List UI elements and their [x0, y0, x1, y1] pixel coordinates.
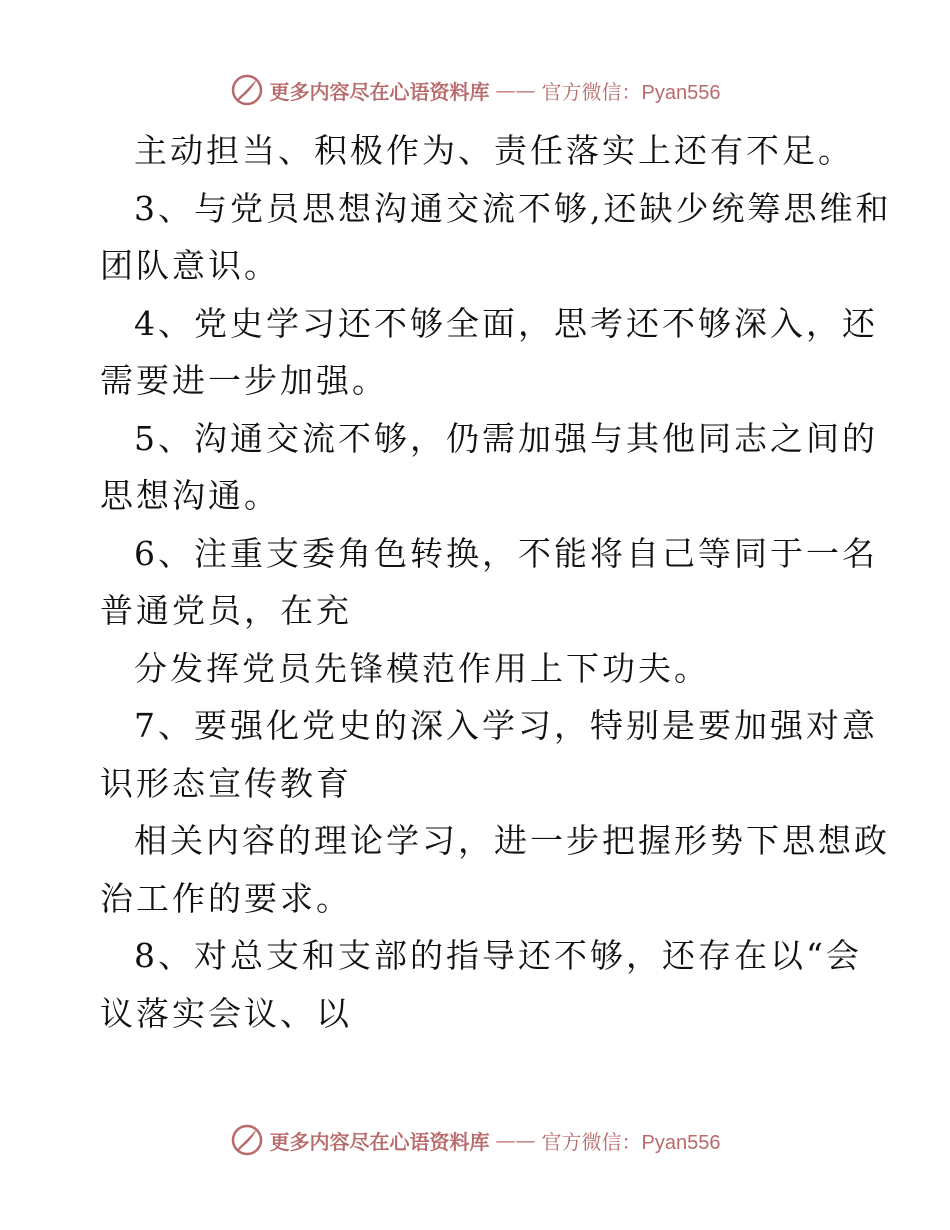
text-line: 5、沟通交流不够，仍需加强与其他同志之间的 — [134, 418, 878, 458]
text-line: 分发挥党员先锋模范作用上下功夫。 — [134, 648, 710, 688]
header-watermark — [0, 70, 950, 110]
text-line: 识形态宣传教育 — [100, 763, 352, 803]
watermark-separator: —— — [495, 78, 536, 102]
text-line: 需要进一步加强。 — [100, 361, 388, 400]
quill-logo-icon — [230, 1123, 264, 1157]
footer-watermark — [0, 1120, 950, 1160]
text-line: 相关内容的理论学习，进一步把握形势下思想政 — [134, 821, 890, 860]
text-line: 7、要强化党史的深入学习，特别是要加强对意 — [134, 706, 878, 745]
text-line: 6、注重支委角色转换，不能将自己等同于一名 — [134, 533, 878, 573]
text-line: 3、与党员思想沟通交流不够,还缺少统筹思维和 — [134, 188, 892, 228]
quill-logo-icon — [230, 73, 264, 107]
text-line: 议落实会议、以 — [100, 993, 352, 1033]
watermark-contact: 官方微信：Pyan556 — [541, 1131, 721, 1154]
text-line: 团队意识。 — [100, 246, 280, 285]
text-line: 主动担当、积极作为、责任落实上还有不足。 — [134, 131, 854, 170]
watermark-separator: —— — [495, 1128, 536, 1152]
text-line: 治工作的要求。 — [100, 878, 352, 918]
text-line: 4、党史学习还不够全面，思考还不够深入，还 — [134, 303, 878, 343]
document-body — [100, 122, 892, 1042]
text-line: 普通党员，在充 — [100, 591, 352, 630]
watermark-main-text: 更多内容尽在心语资料库 — [269, 1129, 490, 1154]
watermark-main-text: 更多内容尽在心语资料库 — [269, 79, 490, 104]
text-line: 思想沟通。 — [100, 476, 280, 515]
watermark-contact: 官方微信：Pyan556 — [541, 81, 721, 104]
text-line: 8、对总支和支部的指导还不够，还存在以“会 — [134, 936, 862, 975]
